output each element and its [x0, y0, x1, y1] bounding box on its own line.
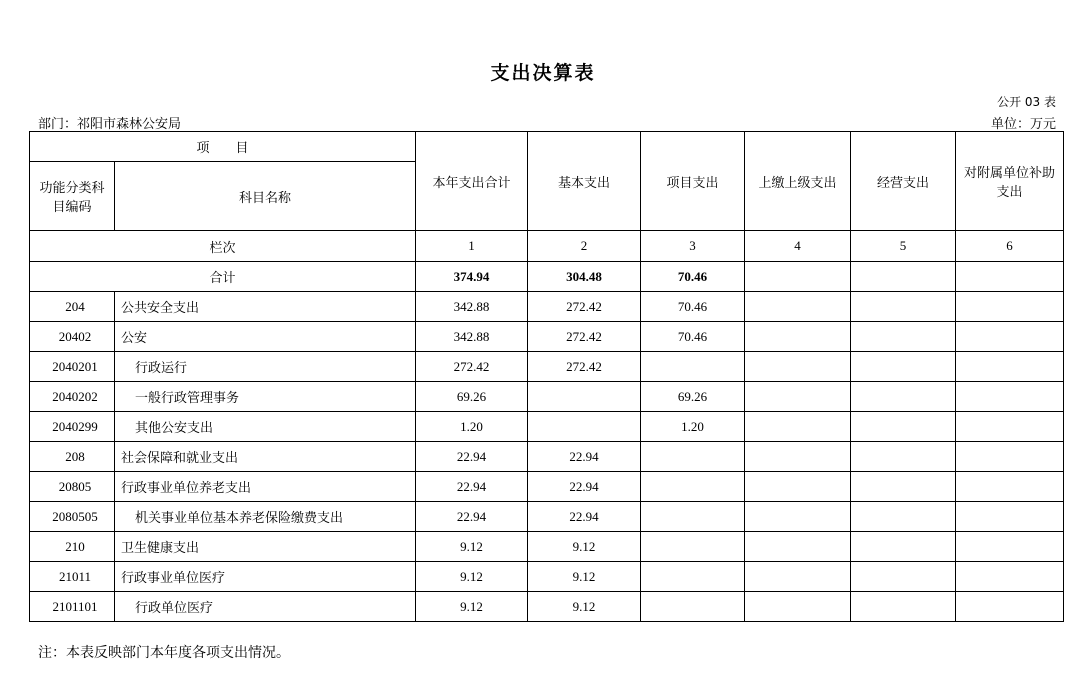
row-project: 70.46	[641, 292, 745, 322]
row-project	[641, 442, 745, 472]
total-total: 374.94	[416, 262, 528, 292]
row-basic: 9.12	[528, 562, 641, 592]
table-row	[30, 292, 1064, 322]
row-code: 21011	[30, 562, 115, 592]
row-project	[641, 472, 745, 502]
row-code: 2101101	[30, 592, 115, 622]
row-superior	[745, 502, 851, 532]
row-project	[641, 502, 745, 532]
row-project: 69.26	[641, 382, 745, 412]
row-code: 2040201	[30, 352, 115, 382]
row-total: 22.94	[416, 502, 528, 532]
row-superior	[745, 412, 851, 442]
row-superior	[745, 592, 851, 622]
table-row	[30, 472, 1064, 502]
row-operating	[851, 592, 956, 622]
total-subsidy	[956, 262, 1064, 292]
total-superior	[745, 262, 851, 292]
row-code: 2080505	[30, 502, 115, 532]
row-superior	[745, 442, 851, 472]
table-row	[30, 502, 1064, 532]
table-row	[30, 592, 1064, 622]
row-superior	[745, 322, 851, 352]
column-index-3: 3	[641, 231, 745, 262]
column-index-1: 1	[416, 231, 528, 262]
row-operating	[851, 472, 956, 502]
footnote: 注：本表反映部门本年度各项支出情况。	[38, 645, 290, 661]
row-subsidy	[956, 532, 1064, 562]
unit-label: 单位：万元	[990, 117, 1056, 132]
row-subsidy	[956, 472, 1064, 502]
row-basic: 9.12	[528, 592, 641, 622]
table-row	[30, 532, 1064, 562]
row-project: 1.20	[641, 412, 745, 442]
column-index-5: 5	[851, 231, 956, 262]
row-operating	[851, 532, 956, 562]
row-total: 9.12	[416, 592, 528, 622]
row-operating	[851, 412, 956, 442]
row-name: 行政单位医疗	[115, 592, 416, 622]
row-project: 70.46	[641, 322, 745, 352]
row-project	[641, 352, 745, 382]
row-total: 9.12	[416, 532, 528, 562]
header-basic: 基本支出	[528, 132, 641, 231]
column-index-row	[30, 231, 1064, 262]
row-total: 69.26	[416, 382, 528, 412]
row-basic: 272.42	[528, 352, 641, 382]
row-code: 2040299	[30, 412, 115, 442]
row-operating	[851, 562, 956, 592]
row-operating	[851, 322, 956, 352]
row-basic	[528, 412, 641, 442]
row-name: 卫生健康支出	[115, 532, 416, 562]
column-index-4: 4	[745, 231, 851, 262]
row-operating	[851, 292, 956, 322]
header-project: 项 目	[30, 132, 416, 162]
row-name: 机关事业单位基本养老保险缴费支出	[115, 502, 416, 532]
row-code: 210	[30, 532, 115, 562]
page-title: 支出决算表	[490, 62, 596, 84]
row-basic: 9.12	[528, 532, 641, 562]
row-basic: 22.94	[528, 472, 641, 502]
row-total: 272.42	[416, 352, 528, 382]
row-total: 342.88	[416, 292, 528, 322]
column-index-2: 2	[528, 231, 641, 262]
row-subsidy	[956, 292, 1064, 322]
row-basic	[528, 382, 641, 412]
row-code: 2040202	[30, 382, 115, 412]
row-project	[641, 562, 745, 592]
total-row	[30, 262, 1064, 292]
header-name: 科目名称	[115, 162, 416, 231]
row-total: 342.88	[416, 322, 528, 352]
table-row	[30, 442, 1064, 472]
row-code: 208	[30, 442, 115, 472]
table-row	[30, 352, 1064, 382]
total-basic: 304.48	[528, 262, 641, 292]
row-operating	[851, 382, 956, 412]
header-row-1	[30, 132, 1064, 162]
row-total: 22.94	[416, 442, 528, 472]
row-subsidy	[956, 352, 1064, 382]
form-number: 公开 03 表	[997, 95, 1056, 109]
row-subsidy	[956, 502, 1064, 532]
row-total: 1.20	[416, 412, 528, 442]
row-superior	[745, 472, 851, 502]
header-code: 功能分类科目编码	[30, 162, 115, 231]
row-project	[641, 532, 745, 562]
row-total: 22.94	[416, 472, 528, 502]
header-project-expenditure: 项目支出	[641, 132, 745, 231]
total-label: 合计	[30, 262, 416, 292]
expenditure-table	[29, 131, 1064, 622]
table-row	[30, 562, 1064, 592]
row-total: 9.12	[416, 562, 528, 592]
row-subsidy	[956, 322, 1064, 352]
row-operating	[851, 352, 956, 382]
row-name: 公安	[115, 322, 416, 352]
department-label: 部门：祁阳市森林公安局	[38, 117, 182, 132]
row-subsidy	[956, 442, 1064, 472]
row-superior	[745, 352, 851, 382]
total-project: 70.46	[641, 262, 745, 292]
row-basic: 272.42	[528, 292, 641, 322]
total-operating	[851, 262, 956, 292]
row-project	[641, 592, 745, 622]
row-superior	[745, 382, 851, 412]
table-row	[30, 382, 1064, 412]
row-name: 社会保障和就业支出	[115, 442, 416, 472]
row-code: 204	[30, 292, 115, 322]
row-subsidy	[956, 562, 1064, 592]
row-name: 公共安全支出	[115, 292, 416, 322]
row-code: 20402	[30, 322, 115, 352]
row-name: 一般行政管理事务	[115, 382, 416, 412]
row-superior	[745, 562, 851, 592]
row-basic: 272.42	[528, 322, 641, 352]
header-total: 本年支出合计	[416, 132, 528, 231]
row-superior	[745, 292, 851, 322]
header-superior: 上缴上级支出	[745, 132, 851, 231]
header-operating: 经营支出	[851, 132, 956, 231]
header-subsidy: 对附属单位补助支出	[956, 132, 1064, 231]
column-index-label: 栏次	[30, 231, 416, 262]
row-basic: 22.94	[528, 502, 641, 532]
column-index-6: 6	[956, 231, 1064, 262]
row-name: 行政事业单位医疗	[115, 562, 416, 592]
row-subsidy	[956, 592, 1064, 622]
row-name: 行政事业单位养老支出	[115, 472, 416, 502]
table-row	[30, 412, 1064, 442]
row-name: 行政运行	[115, 352, 416, 382]
row-name: 其他公安支出	[115, 412, 416, 442]
row-code: 20805	[30, 472, 115, 502]
row-operating	[851, 502, 956, 532]
row-basic: 22.94	[528, 442, 641, 472]
row-operating	[851, 442, 956, 472]
row-subsidy	[956, 412, 1064, 442]
table-row	[30, 322, 1064, 352]
row-superior	[745, 532, 851, 562]
row-subsidy	[956, 382, 1064, 412]
